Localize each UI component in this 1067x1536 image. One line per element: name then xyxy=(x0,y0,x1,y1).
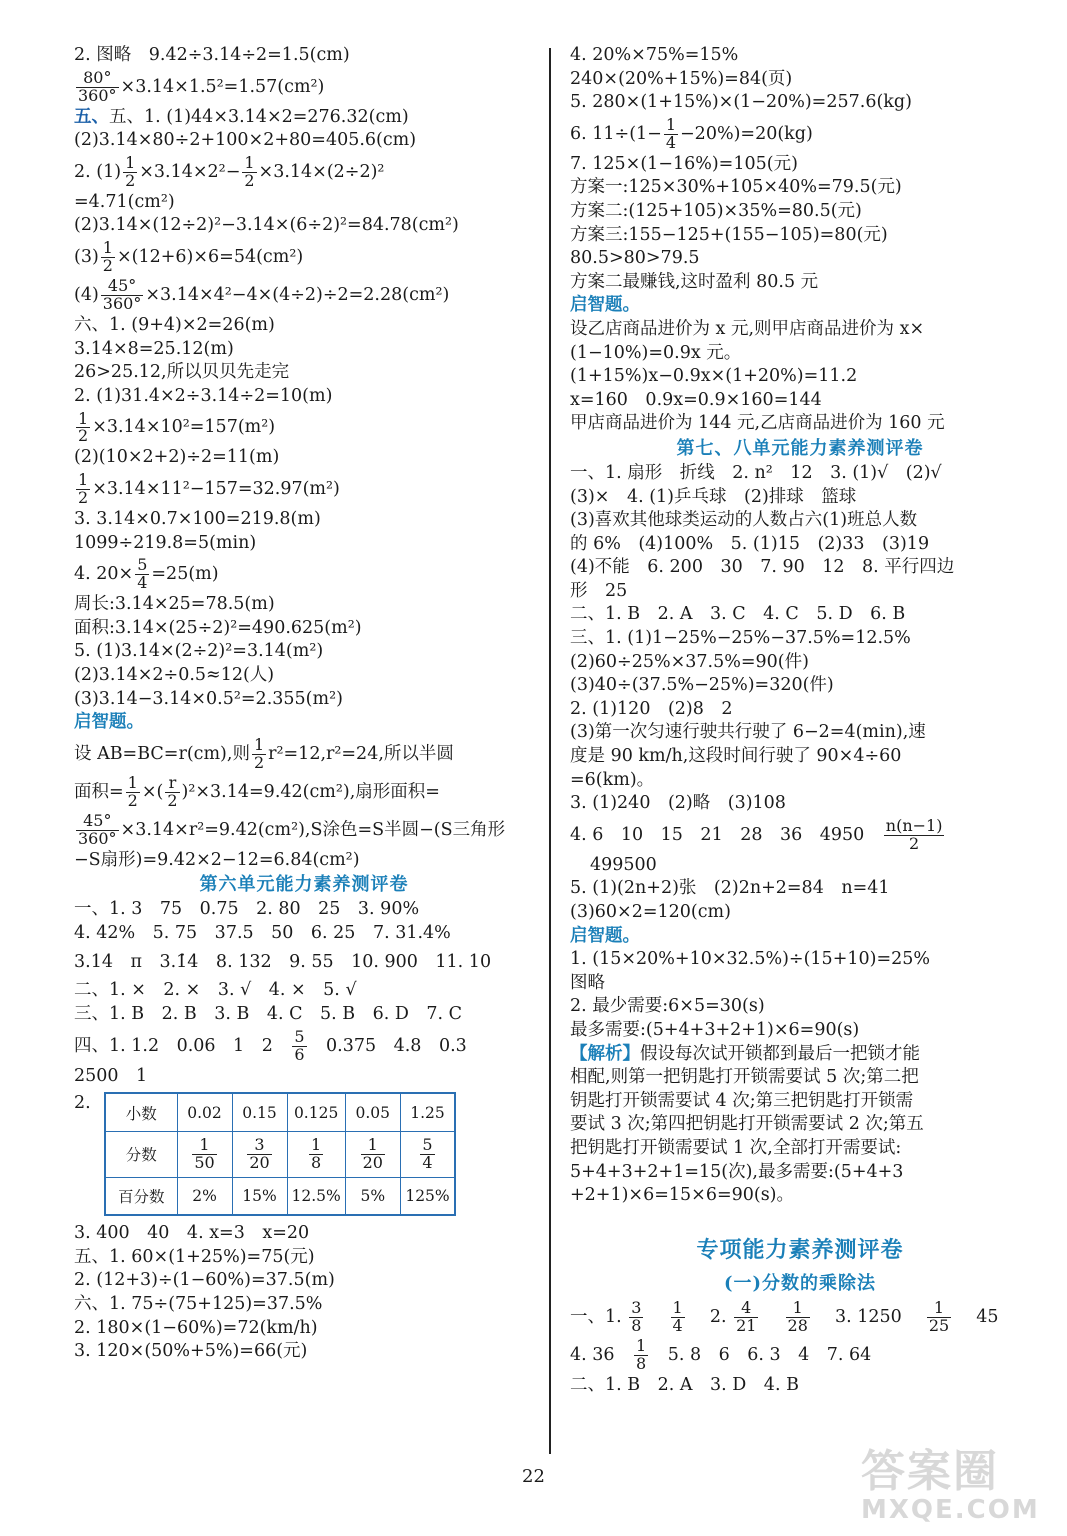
answer-line: 【解析】假设每次试开锁都到最后一把锁才能 xyxy=(570,1043,920,1064)
answer-line: 二、1. B 2. A 3. D 4. B xyxy=(570,1374,799,1395)
answer-line: (3)60×2=120(cm) xyxy=(570,902,731,922)
answer-line: (3) $\frac{1}{2}$ ×(12+6)×6=54(cm²) xyxy=(74,238,304,275)
answer-line: 的 6% (4)100% 5. (1)15 (2)33 (3)19 xyxy=(570,533,930,554)
answer-line: 方案三:155−125+(155−105)=80(元) xyxy=(570,224,888,245)
analysis-tag: 【解析】 xyxy=(570,1043,640,1064)
answer-line: 一、1. 扇形 折线 2. n² 12 3. (1)√ (2)√ xyxy=(570,462,942,483)
answer-line: 周长:3.14×25=78.5(m) xyxy=(74,594,275,615)
answer-line: 5. 280×(1+15%)×(1−20%)=257.6(kg) xyxy=(570,92,912,113)
bonus-label: 启智题。 xyxy=(74,712,144,733)
table-cell: 0.02 xyxy=(177,1093,232,1131)
answer-line: 3.14×8=25.12(m) xyxy=(74,338,234,359)
answer-line: 面积:3.14×(25÷2)²=490.625(m²) xyxy=(74,617,362,638)
answer-line: 3. 120×(50%+5%)=66(元) xyxy=(74,1341,308,1362)
answer-line: 二、1. × 2. × 3. √ 4. × 5. √ xyxy=(74,980,357,1001)
answer-line: 2. (12+3)÷(1−60%)=37.5(m) xyxy=(74,1270,335,1291)
answer-line: 6. 11÷(1− $\frac{1}{4}$ −20%)=20(kg) xyxy=(570,114,813,152)
answer-line: 1099÷219.8=5(min) xyxy=(74,532,257,553)
answer-line: (2)3.14×(12÷2)²−3.14×(6÷2)²=84.78(cm²) xyxy=(74,215,459,236)
table-cell: $\frac{1}{8}$ xyxy=(287,1131,345,1177)
answer-line: 499500 xyxy=(590,854,657,875)
conversion-block xyxy=(74,1092,534,1216)
answer-line: x=160 0.9x=0.9×160=144 xyxy=(570,389,822,410)
answer-line: 相配,则第一把钥匙打开锁需要试 5 次;第二把 xyxy=(570,1067,919,1088)
watermark-url: MXQE.COM xyxy=(861,1495,1040,1525)
answer-line: 1. (15×20%+10×32.5%)÷(15+10)=25% xyxy=(570,949,931,970)
answer-line: 26>25.12,所以贝贝先走完 xyxy=(74,362,290,383)
table-cell: 0.05 xyxy=(345,1093,400,1131)
answer-line: (3)3.14−3.14×0.5²=2.355(m²) xyxy=(74,688,343,709)
bonus-label: 启智题。 xyxy=(570,925,640,946)
table-row xyxy=(105,1093,455,1131)
answer-line: 要试 3 次;第四把钥匙打开锁需要试 2 次;第五 xyxy=(570,1114,924,1135)
fraction: $\frac{80^\circ}{360^\circ}$ xyxy=(78,67,117,105)
table-header: 分数 xyxy=(105,1131,177,1177)
answer-line: (2)3.14×2÷0.5≈12(人) xyxy=(74,664,275,685)
table-header: 百分数 xyxy=(105,1177,177,1215)
answer-line: 钥匙打开锁需要试 4 次;第三把钥匙打开锁需 xyxy=(570,1090,914,1111)
answer-line: $\frac{45^\circ}{360^\circ}$ ×3.14×r²=9.42(cm²),S涂色=S半圆−(S三角形 xyxy=(78,810,506,848)
table-cell: $\frac{1}{50}$ xyxy=(177,1131,232,1177)
answer-line: 2. (1)120 (2)8 2 xyxy=(570,698,733,719)
answer-line: 设乙店商品进价为 x 元,则甲店商品进价为 x× xyxy=(570,318,925,339)
section-subtitle: (一)分数的乘除法 xyxy=(723,1272,877,1294)
table-row xyxy=(105,1177,455,1215)
table-cell: 125% xyxy=(400,1177,455,1215)
answer-line: 甲店商品进价为 144 元,乙店商品进价为 160 元 xyxy=(570,413,945,434)
answer-line: (3)40÷(37.5%−25%)=320(件) xyxy=(570,675,834,696)
section-marker: 五、 xyxy=(74,106,109,127)
table-cell: 15% xyxy=(232,1177,287,1215)
answer-line: 六、1. (9+4)×2=26(m) xyxy=(74,314,275,335)
watermark-text: 答案圈 xyxy=(861,1446,999,1497)
table-cell: 5% xyxy=(345,1177,400,1215)
answer-line: 5+4+3+2+1=15(次),最多需要:(5+4+3 xyxy=(570,1161,904,1182)
answer-line: (1−10%)=0.9x 元。 xyxy=(570,342,742,363)
answer-line: (2)3.14×80÷2+100×2+80=405.6(cm) xyxy=(74,130,417,151)
table-row xyxy=(105,1131,455,1177)
table-cell: $\frac{1}{20}$ xyxy=(345,1131,400,1177)
answer-line: 三、1. B 2. B 3. B 4. C 5. B 6. D 7. C xyxy=(74,1004,463,1025)
answer-line: 80.5>80>79.5 xyxy=(570,248,700,269)
bonus-label: 启智题。 xyxy=(570,295,640,316)
answer-line: 4. 36 $\frac{1}{8}$ 5. 8 6 6. 3 4 7. 64 xyxy=(570,1335,872,1373)
question-number: 2. xyxy=(74,1093,91,1114)
answer-line: 一、1. $\frac{3}{8}$ $\frac{1}{4}$ 2. $\frac{4}{21}$ $\frac{1}{28}$ 3. 1250 $\frac{1}{25}$ 45 xyxy=(570,1297,999,1335)
answer-line: −S扇形)=9.42×2−12=6.84(cm²) xyxy=(74,849,360,870)
conversion-table xyxy=(104,1092,456,1216)
answer-line: (4)不能 6. 200 30 7. 90 12 8. 平行四边 xyxy=(570,557,955,578)
answer-line: 3. (1)240 (2)略 (3)108 xyxy=(570,793,786,814)
answer-line: (3)× 4. (1)乒乓球 (2)排球 篮球 xyxy=(570,486,857,507)
answer-line: 7. 125×(1−16%)=105(元) xyxy=(570,153,798,174)
answer-line: 二、1. B 2. A 3. C 4. C 5. D 6. B xyxy=(570,604,906,625)
answer-line: 图略 xyxy=(570,972,605,993)
answer-line: $\frac{1}{2}$ ×3.14×10²=157(m²) xyxy=(78,408,276,446)
answer-line: 5. (1)3.14×(2÷2)²=3.14(m²) xyxy=(74,641,324,662)
answer-line: 一、1. 3 75 0.75 2. 80 25 3. 90% xyxy=(74,899,420,920)
answer-line: =4.71(cm²) xyxy=(74,191,175,212)
answer-line: 方案二:(125+105)×35%=80.5(元) xyxy=(570,200,862,221)
answer-line: 4. 20× $\frac{5}{4}$ =25(m) xyxy=(74,555,219,593)
table-cell: 1.25 xyxy=(400,1093,455,1131)
table-cell: 0.125 xyxy=(287,1093,345,1131)
answer-line: (1+15%)x−0.9x×(1+20%)=11.2 xyxy=(570,366,858,387)
answer-line: =6(km)。 xyxy=(570,769,655,790)
answer-line: 2500 1 xyxy=(74,1065,148,1086)
answer-line: (2)(10×2+2)÷2=11(m) xyxy=(74,447,280,468)
section-title-unit78: 第七、八单元能力素养测评卷 xyxy=(676,437,924,459)
answer-line: 五、1. 60×(1+25%)=75(元) xyxy=(74,1246,315,1267)
answer-line: 4. 42% 5. 75 37.5 50 6. 25 7. 31.4% xyxy=(74,922,451,943)
watermark-logo xyxy=(861,1446,1040,1528)
answer-line: (3)喜欢其他球类运动的人数占六(1)班总人数 xyxy=(570,510,918,531)
answer-line: 度是 90 km/h,这段时间行驶了 90×4÷60 xyxy=(570,746,902,767)
answer-line: 3.14 π 3.1̇4̇ 8. 132 9. 55 10. 900 11. 10 xyxy=(74,952,492,973)
left-column xyxy=(74,44,534,1364)
answer-line: (3)第一次匀速行驶共行驶了 6−2=4(min),速 xyxy=(570,722,926,743)
answer-line: $\frac{80^\circ}{360^\circ}$ ×3.14×1.5²=1.57(cm²) xyxy=(78,67,325,105)
answer-line: 形 25 xyxy=(570,580,628,601)
answer-line: 240×(20%+15%)=84(页) xyxy=(570,68,793,89)
answer-line: (2)60÷25%×37.5%=90(件) xyxy=(570,651,809,672)
answer-line: 2. 最少需要:6×5=30(s) xyxy=(570,996,765,1017)
answer-line: 方案一:125×30%+105×40%=79.5(元) xyxy=(570,177,902,198)
answer-line: 面积= $\frac{1}{2}$ ×( $\frac{r}{2}$ )²×3.14=9.42(cm²),扇形面积= xyxy=(74,772,440,810)
section-title-unit6: 第六单元能力素养测评卷 xyxy=(199,874,409,896)
answer-line: 2. 180×(1−60%)=72(km/h) xyxy=(74,1317,318,1338)
answer-line: 设 AB=BC=r(cm),则 $\frac{1}{2}$ r²=12,r²=24,所以半圆 xyxy=(74,734,454,772)
answer-line: 方案二最赚钱,这时盈利 80.5 元 xyxy=(570,271,819,292)
answer-line: 四、1. 1.2 0.06 1 2 $\frac{5}{6}$ 0.375 4.8 0.3 xyxy=(74,1026,467,1064)
table-cell: $\frac{3}{20}$ xyxy=(232,1131,287,1177)
answer-line: 5. (1)(2n+2)张 (2)2n+2=84 n=41 xyxy=(570,878,890,899)
table-cell: 12.5% xyxy=(287,1177,345,1215)
answer-line: 最多需要:(5+4+3+2+1)×6=90(s) xyxy=(570,1019,860,1040)
answer-line: $\frac{1}{2}$ ×3.14×11²−157=32.97(m²) xyxy=(78,470,340,507)
answer-line: 2. (1)31.4×2÷3.14÷2=10(m) xyxy=(74,385,333,406)
table-cell: 2% xyxy=(177,1177,232,1215)
column-divider xyxy=(549,48,551,1454)
answer-line: 3. 3.14×0.7×100=219.8(m) xyxy=(74,508,321,529)
answer-line: 3. 400 40 4. x=3 x=20 xyxy=(74,1223,310,1244)
table-header: 小数 xyxy=(105,1093,177,1131)
answer-line: 五、五、1. (1)44×3.14×2=276.32(cm) xyxy=(74,106,409,127)
answer-line: 把钥匙打开锁需要试 1 次,全部打开需要试: xyxy=(570,1137,902,1158)
section-title-special: 专项能力素养测评卷 xyxy=(696,1236,904,1263)
answer-line: 4. 6 10 15 21 28 36 4950 $\frac{n(n-1)}{2}$ xyxy=(570,816,943,853)
answer-line: (4) $\frac{45^\circ}{360^\circ}$ ×3.14×4²−4×(4÷2)÷2=2.28(cm²) xyxy=(74,276,450,313)
page-number: 22 xyxy=(522,1466,545,1487)
answer-line: 六、1. 75÷(75+125)=37.5% xyxy=(74,1294,323,1315)
answer-line: +2+1)×6=15×6=90(s)。 xyxy=(570,1185,795,1206)
table-cell: $\frac{5}{4}$ xyxy=(400,1131,455,1177)
answer-line: 4. 20%×75%=15% xyxy=(570,45,739,65)
answer-line: 三、1. (1)1−25%−25%−37.5%=12.5% xyxy=(570,628,911,649)
right-column xyxy=(570,44,1030,1397)
table-cell: 0.15 xyxy=(232,1093,287,1131)
answer-line: 2. (1) $\frac{1}{2}$ ×3.14×2²− $\frac{1}{2}$ ×3.14×(2÷2)² xyxy=(74,152,385,190)
answer-line: 2. 图略 9.42÷3.14÷2=1.5(cm) xyxy=(74,45,350,65)
